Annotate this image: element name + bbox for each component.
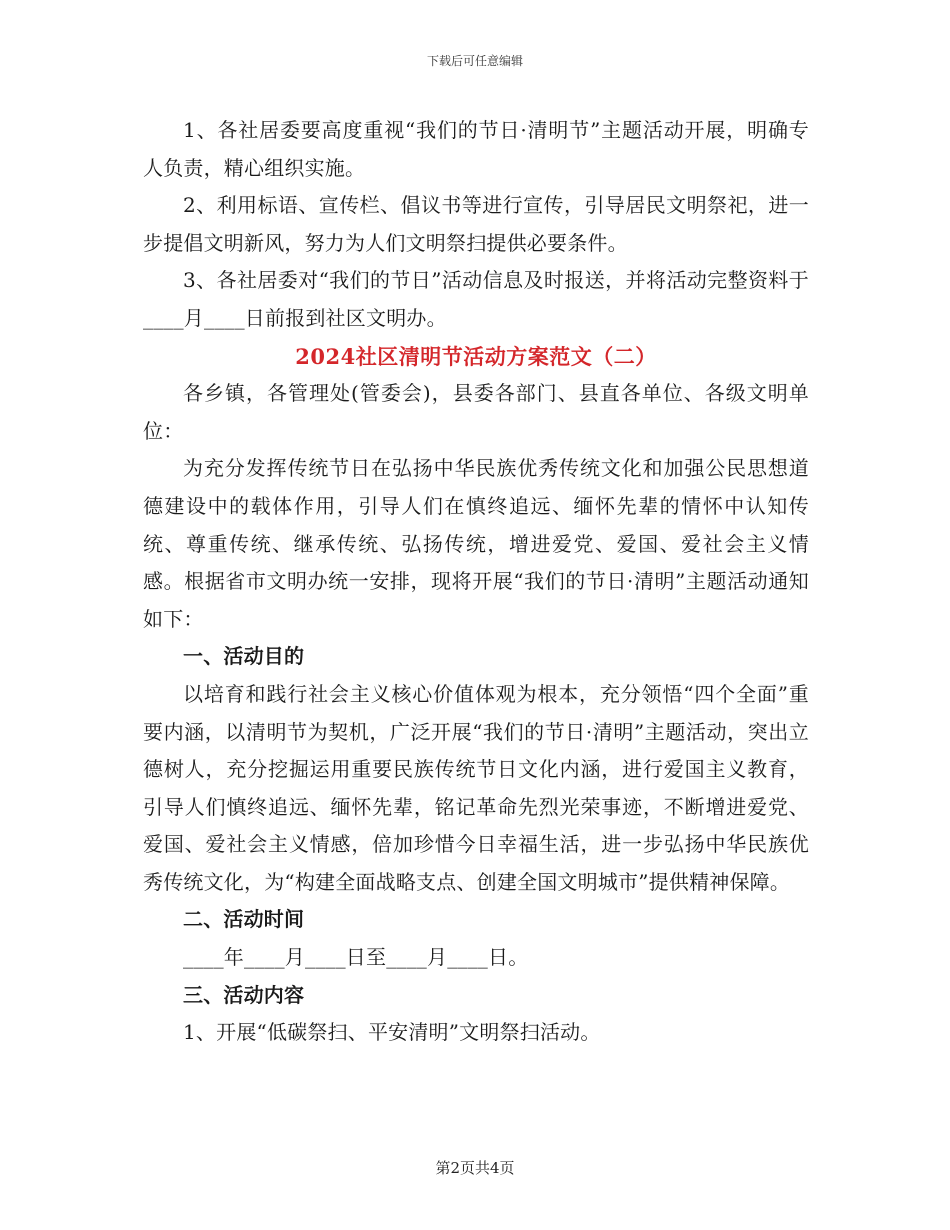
intro-paragraph: 为充分发挥传统节日在弘扬中华民族优秀传统文化和加强公民思想道德建设中的载体作用，引导人们在慎终追远、缅怀先辈的情怀中认知传统、尊重传统、继承传统、弘扬传统，增进爱党、爱国、爱社会主义情感。根据省市文明办统一安排，现将开展“我们的节日·清明”主题活动通知如下： (143, 456, 809, 631)
paragraph-item-3: 3、各社居委对“我们的节日”活动信息及时报送，并将活动完整资料于____月____日前报到社区文明办。 (143, 268, 809, 330)
paragraph-item-2: 2、利用标语、宣传栏、倡议书等进行宣传，引导居民文明祭祀，进一步提倡文明新风，努力为人们文明祭扫提供必要条件。 (143, 193, 809, 255)
salutation: 各乡镇，各管理处(管委会)，县委各部门、县直各单位、各级文明单位： (143, 381, 809, 443)
section-heading-time: 二、活动时间 (183, 907, 305, 932)
document-title: 2024社区清明节活动方案范文（二） (295, 343, 657, 369)
paragraph-item-1: 1、各社居委要高度重视“我们的节日·清明节”主题活动开展，明确专人负责，精心组织实施。 (143, 118, 809, 180)
section-heading-purpose: 一、活动目的 (183, 644, 305, 669)
page-footer: 第2页共4页 (435, 1159, 515, 1177)
section-text-time: ____年____月____日至____月____日。 (183, 945, 529, 970)
section-text-purpose: 以培育和践行社会主义核心价值体观为根本，充分领悟“四个全面”重要内涵，以清明节为契机，广泛开展“我们的节日·清明”主题活动，突出立德树人，充分挖掘运用重要民族传统节日文化内涵，进行爱国主义教育，引导人们慎终追远、缅怀先辈，铭记革命先烈光荣事迹，不断增进爱党、爱国、爱社会主义情感，倍加珍惜今日幸福生活，进一步弘扬中华民族优秀传统文化，为“构建全面战略支点、创建全国文明城市”提供精神保障。 (143, 681, 809, 894)
section-heading-content: 三、活动内容 (183, 982, 305, 1007)
section-text-content: 1、开展“低碳祭扫、平安清明”文明祭扫活动。 (183, 1020, 601, 1045)
document-body (143, 112, 809, 1052)
page-header: 下载后可任意编辑 (426, 54, 523, 68)
